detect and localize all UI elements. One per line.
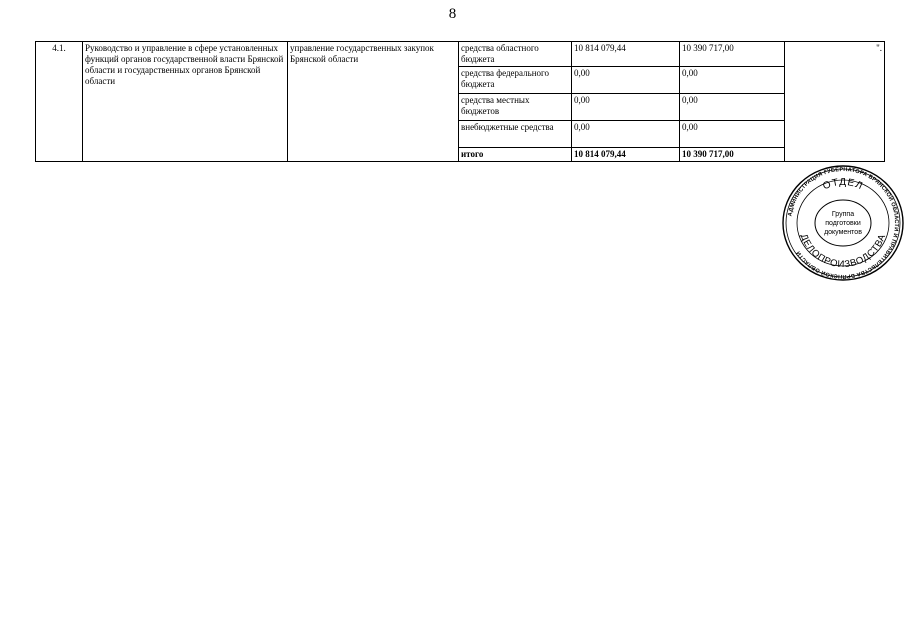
source-name-cell: средства областного бюджета: [459, 42, 572, 67]
value-1-cell: 10 814 079,44: [572, 42, 680, 67]
note-cell: ".: [785, 42, 885, 162]
total-value-2-cell: 10 390 717,00: [680, 148, 785, 162]
stamp-graphic: [777, 163, 905, 283]
stamp-center-line: документов: [824, 229, 862, 236]
value-1-cell: 0,00: [572, 121, 680, 148]
stamp-outer-text: АДМИНИСТРАЦИЯ ГУБЕРНАТОРА БРЯНСКОЙ ОБЛАСТИ И ПРАВИТЕЛЬСТВА БРЯНСКОЙ ОБЛАСТИ: [787, 166, 900, 280]
office-stamp: [777, 163, 905, 283]
stamp-top-text: ОТДЕЛ: [821, 176, 865, 193]
stamp-bottom-text: ДЕЛОПРОИЗВОДСТВА: [797, 232, 889, 271]
activity-cell: Руководство и управление в сфере установленных функций органов государственной власти Брянской области и государственных органов Брянской области: [83, 42, 288, 162]
value-1-cell: 0,00: [572, 94, 680, 121]
stamp-center-line: подготовки: [825, 220, 861, 227]
value-2-cell: 10 390 717,00: [680, 42, 785, 67]
source-name-cell: средства местных бюджетов: [459, 94, 572, 121]
table-row: [36, 42, 885, 67]
value-2-cell: 0,00: [680, 67, 785, 94]
value-1-cell: 0,00: [572, 67, 680, 94]
value-2-cell: 0,00: [680, 121, 785, 148]
row-number-cell: 4.1.: [36, 42, 83, 162]
total-value-1-cell: 10 814 079,44: [572, 148, 680, 162]
source-name-cell: средства федерального бюджета: [459, 67, 572, 94]
value-2-cell: 0,00: [680, 94, 785, 121]
source-name-cell: внебюджетные средства: [459, 121, 572, 148]
total-label-cell: итого: [459, 148, 572, 162]
executor-cell: управление государственных закупок Брянской области: [288, 42, 459, 162]
budget-table: [35, 41, 885, 162]
page-number: 8: [448, 6, 457, 22]
stamp-center-line: Группа: [831, 211, 855, 218]
